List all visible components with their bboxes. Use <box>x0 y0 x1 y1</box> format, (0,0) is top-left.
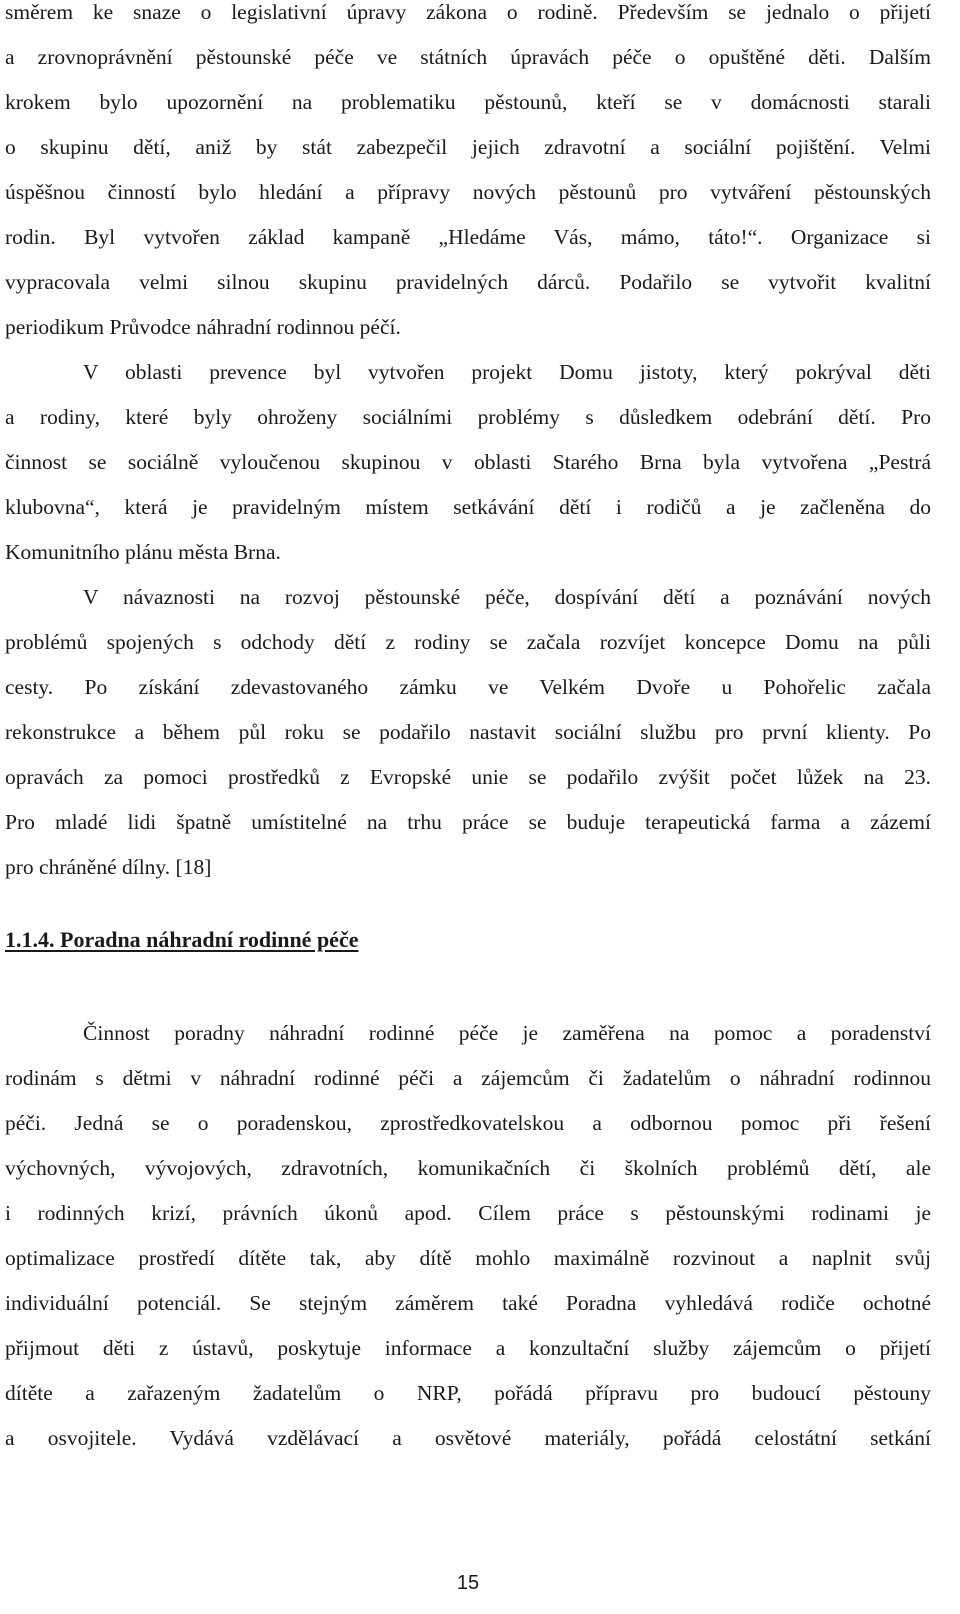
text-line: i rodinných krizí, právních úkonů apod. Cílem práce s pěstounskými rodinami je <box>5 1201 931 1225</box>
text-line: přijmout děti z ústavů, poskytuje informace a konzultační služby zájemcům o přijetí <box>5 1336 931 1360</box>
page-number: 15 <box>456 1572 480 1594</box>
text-line: výchovných, vývojových, zdravotních, komunikačních či školních problémů dětí, ale <box>5 1156 931 1180</box>
text-line: a osvojitele. Vydává vzdělávací a osvětové materiály, pořádá celostátní setkání <box>5 1426 931 1450</box>
text-line: V oblasti prevence byl vytvořen projekt Domu jistoty, který pokrýval děti <box>83 360 931 384</box>
text-line: Činnost poradny náhradní rodinné péče je zaměřena na pomoc a poradenství <box>83 1021 931 1045</box>
text-line: V návaznosti na rozvoj pěstounské péče, dospívání dětí a poznávání nových <box>83 585 931 609</box>
text-line: Pro mladé lidi špatně umístitelné na trhu práce se buduje terapeutická farma a zázemí <box>5 810 931 834</box>
text-line: směrem ke snaze o legislativní úpravy zákona o rodině. Především se jednalo o přijetí <box>5 0 931 24</box>
text-line: péči. Jedná se o poradenskou, zprostředkovatelskou a odbornou pomoc při řešení <box>5 1111 931 1135</box>
text-line: o skupinu dětí, aniž by stát zabezpečil jejich zdravotní a sociální pojištění. Velmi <box>5 135 931 159</box>
text-line: opravách za pomoci prostředků z Evropské unie se podařilo zvýšit počet lůžek na 23. <box>5 765 931 789</box>
text-line: rekonstrukce a během půl roku se podařilo nastavit sociální službu pro první klienty. Po <box>5 720 931 744</box>
text-line: a rodiny, které byly ohroženy sociálními problémy s důsledkem odebrání dětí. Pro <box>5 405 931 429</box>
text-line: Komunitního plánu města Brna. <box>5 540 281 564</box>
section-heading: 1.1.4. Poradna náhradní rodinné péče <box>5 927 359 952</box>
text-line: rodinám s dětmi v náhradní rodinné péči a zájemcům či žadatelům o náhradní rodinnou <box>5 1066 931 1090</box>
text-line: optimalizace prostředí dítěte tak, aby dítě mohlo maximálně rozvinout a naplnit svůj <box>5 1246 931 1270</box>
text-line: periodikum Průvodce náhradní rodinnou péčí. <box>5 315 401 339</box>
text-line: pro chráněné dílny. [18] <box>5 855 212 879</box>
text-line: a zrovnoprávnění pěstounské péče ve státních úpravách péče o opuštěné děti. Dalším <box>5 45 931 69</box>
text-line: klubovna“, která je pravidelným místem setkávání dětí i rodičů a je začleněna do <box>5 495 931 519</box>
text-line: krokem bylo upozornění na problematiku pěstounů, kteří se v domácnosti starali <box>5 90 931 114</box>
text-line: úspěšnou činností bylo hledání a přípravy nových pěstounů pro vytváření pěstounských <box>5 180 931 204</box>
text-line: činnost se sociálně vyloučenou skupinou v oblasti Starého Brna byla vytvořena „Pestrá <box>5 450 931 474</box>
text-line: problémů spojených s odchody dětí z rodiny se začala rozvíjet koncepce Domu na půli <box>5 630 931 654</box>
text-line: vypracovala velmi silnou skupinu pravidelných dárců. Podařilo se vytvořit kvalitní <box>5 270 931 294</box>
text-line: cesty. Po získání zdevastovaného zámku ve Velkém Dvoře u Pohořelic začala <box>5 675 931 699</box>
text-line: rodin. Byl vytvořen základ kampaně „Hledáme Vás, mámo, táto!“. Organizace si <box>5 225 931 249</box>
text-line: individuální potenciál. Se stejným záměrem také Poradna vyhledává rodiče ochotné <box>5 1291 931 1315</box>
text-line: dítěte a zařazeným žadatelům o NRP, pořádá přípravu pro budoucí pěstouny <box>5 1381 931 1405</box>
